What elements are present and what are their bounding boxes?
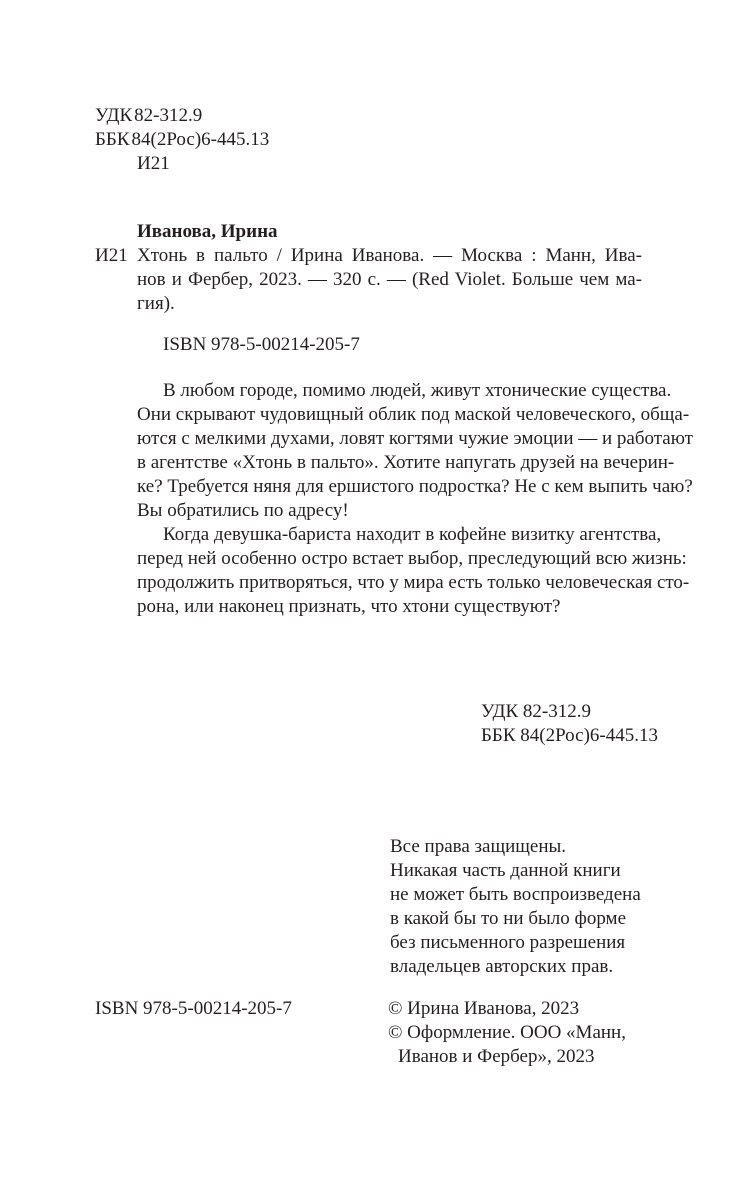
index-bbk: ББК 84(2Рос)6-445.13	[481, 725, 658, 746]
entry-isbn: ISBN 978-5-00214-205-7	[163, 334, 360, 355]
footer-isbn: ISBN 978-5-00214-205-7	[95, 998, 292, 1019]
udk-row	[95, 104, 269, 128]
annotation-line: перед ней особенно остро встает выбор, преследующий всю жизнь:	[137, 548, 687, 569]
entry-description	[137, 244, 642, 316]
rights-line: в какой бы то ни было форме	[390, 908, 626, 929]
rights-line: не может быть воспроизведена	[390, 884, 641, 905]
entry-mark: И21	[95, 245, 128, 266]
annotation-line: Когда девушка-бариста находит в кофейне визитку агентства,	[163, 524, 662, 545]
annotation-line: Вы обратились по адресу!	[137, 500, 349, 521]
author-heading: Иванова, Ирина	[137, 221, 278, 242]
index-udk: УДК 82-312.9	[481, 701, 591, 722]
annotation-line: рона, или наконец признать, что хтони существуют?	[137, 596, 561, 617]
copyright-design-cont: Иванов и Фербер», 2023	[398, 1046, 595, 1067]
entry-line: нов и Фербер, 2023. — 320 с. — (Red Violet. Больше чем ма-	[137, 269, 642, 290]
udk-label: УДК	[95, 105, 133, 126]
annotation-line: в агентстве «Хтонь в пальто». Хотите напугать друзей на вечерин-	[137, 452, 675, 473]
rights-line: владельцев авторских прав.	[390, 956, 614, 977]
rights-line: Никакая часть данной книги	[390, 860, 621, 881]
copyright-design: © Оформление. ООО «Манн,	[388, 1022, 626, 1043]
annotation-line: ются с мелкими духами, ловят когтями чужие эмоции — и работают	[137, 428, 693, 449]
classification-block	[95, 104, 269, 176]
annotation-line: Они скрывают чудовищный облик под маской человеческого, обща-	[137, 404, 690, 425]
udk-value: 82-312.9	[134, 105, 203, 126]
rights-line: Все права защищены.	[390, 836, 567, 857]
annotation-line: В любом городе, помимо людей, живут хтонические существа.	[163, 380, 672, 401]
copyright-author: © Ирина Иванова, 2023	[388, 998, 580, 1019]
copyright-block	[388, 997, 626, 1069]
bbk-row	[95, 128, 269, 152]
rights-notice	[390, 835, 641, 979]
bbk-value: 84(2Рос)6-445.13	[131, 129, 270, 150]
entry-line: Хтонь в пальто / Ирина Иванова. — Москва : Манн, Ива-	[137, 245, 642, 266]
annotation	[137, 379, 693, 619]
index-block	[481, 700, 658, 748]
rights-line: без письменного разрешения	[390, 932, 626, 953]
entry-line: гия).	[137, 293, 175, 314]
author-mark: И21	[137, 153, 170, 174]
annotation-line: продолжить притворяться, что у мира есть только человеческая сто-	[137, 572, 690, 593]
annotation-line: ке? Требуется няня для ершистого подростка? Не с кем выпить чаю?	[137, 476, 693, 497]
bbk-label: ББК	[95, 129, 130, 150]
